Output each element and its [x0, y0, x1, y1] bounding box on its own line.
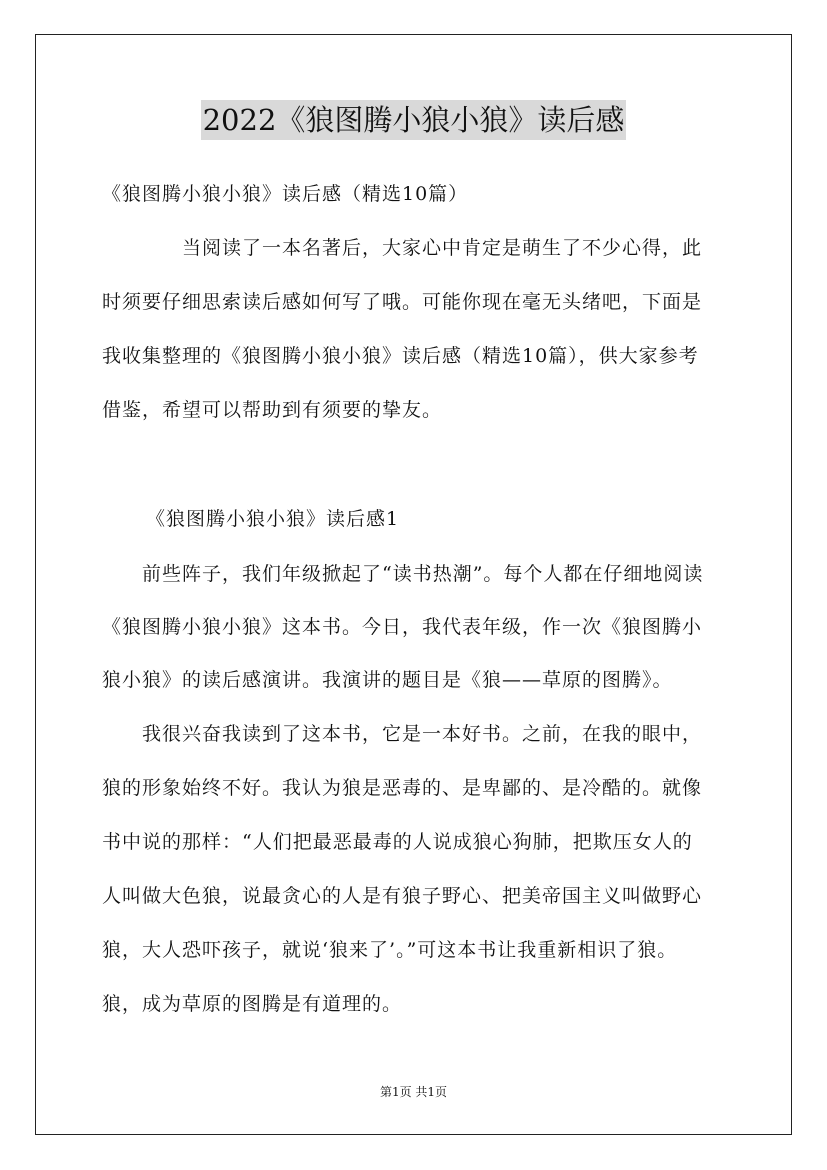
paragraph-line: 我很兴奋我读到了这本书，它是一本好书。之前，在我的眼中，	[142, 723, 703, 745]
paragraph-line: 前些阵子，我们年级掀起了“读书热潮”。每个人都在仔细地阅读	[142, 563, 704, 585]
paragraph-line: 狼，大人恐吓孩子，就说‘狼来了’。”可这本书让我重新相识了狼。	[102, 939, 678, 961]
paragraph-line: 狼，成为草原的图腾是有道理的。	[102, 993, 403, 1015]
page-footer: 第1页 共1页	[379, 1085, 448, 1099]
intro-line: 当阅读了一本名著后，大家心中肯定是萌生了不少心得，此	[182, 237, 703, 259]
document-subtitle: 《狼图腾小狼小狼》读后感（精选10篇）	[102, 183, 469, 205]
document-title: 2022《狼图腾小狼小狼》读后感	[201, 100, 627, 140]
paragraph-line: 狼小狼》的读后感演讲。我演讲的题目是《狼——草原的图腾》。	[102, 669, 673, 691]
paragraph-line: 《狼图腾小狼小狼》这本书。今日，我代表年级，作一次《狼图腾小	[102, 616, 703, 638]
paragraph-line: 书中说的那样：“人们把最恶最毒的人说成狼心狗肺，把欺压女人的	[102, 831, 693, 853]
intro-line: 我收集整理的《狼图腾小狼小狼》读后感（精选10篇），供大家参考	[102, 345, 699, 367]
section-heading: 《狼图腾小狼小狼》读后感1	[146, 508, 400, 530]
paragraph-line: 狼的形象始终不好。我认为狼是恶毒的、是卑鄙的、是冷酷的。就像	[102, 777, 703, 799]
intro-line: 借鉴，希望可以帮助到有须要的挚友。	[102, 399, 443, 421]
title-container	[0, 100, 827, 140]
paragraph-line: 人叫做大色狼，说最贪心的人是有狼子野心、把美帝国主义叫做野心	[102, 885, 703, 907]
intro-line: 时须要仔细思索读后感如何写了哦。可能你现在毫无头绪吧，下面是	[102, 291, 703, 313]
